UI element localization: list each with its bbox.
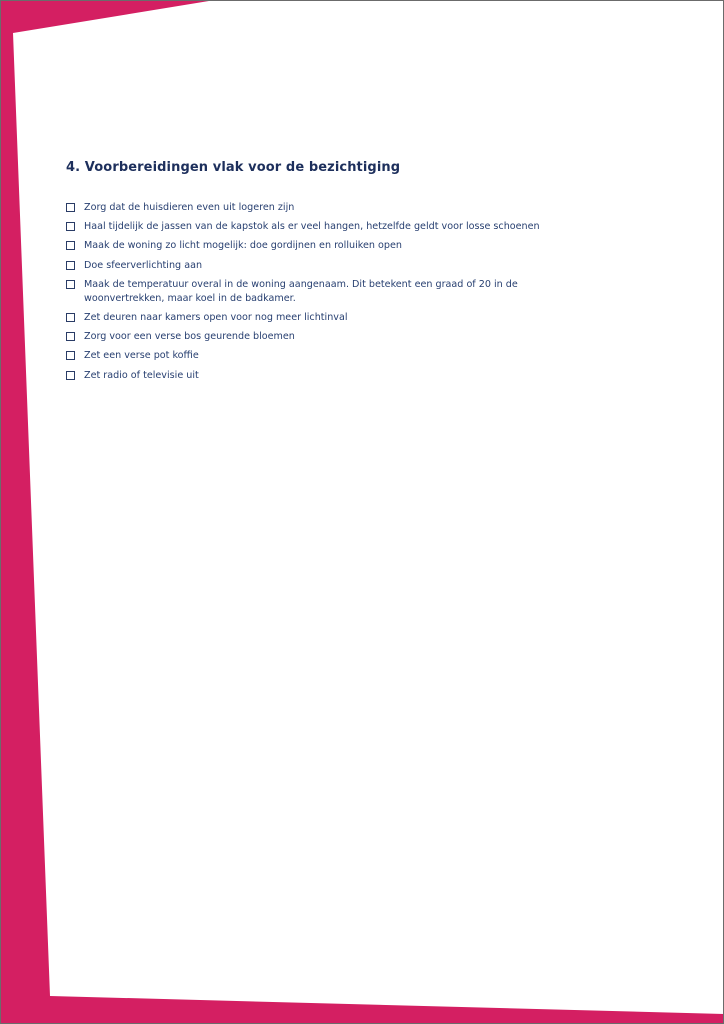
checklist-section [66,160,586,388]
checklist-item [66,369,586,383]
checklist-item-text: Zet een verse pot koffie [84,350,199,362]
checkbox-icon[interactable] [66,241,75,250]
checklist-item-text: Zorg dat de huisdieren even uit logeren zijn [84,202,295,213]
checkbox-icon[interactable] [66,261,75,270]
checklist-item-text: Maak de woning zo licht mogelijk: doe gordijnen en rolluiken open [84,240,402,252]
checklist [66,201,586,383]
checkbox-icon[interactable] [66,332,75,341]
checklist-item-text: Zet deuren naar kamers open voor nog meer lichtinval [84,311,348,323]
checkbox-icon[interactable] [66,371,75,380]
checklist-item [66,201,586,215]
checklist-item [66,278,586,306]
checkbox-icon[interactable] [66,280,75,289]
checklist-item-text: Zet radio of televisie uit [84,369,199,381]
checklist-item [66,259,586,273]
checklist-item-text: Maak de temperatuur overal in de woning aangenaam. Dit betekent een graad of 20 in de woonvertrekken, maar koel in de badkamer. [84,278,518,304]
checkbox-icon[interactable] [66,203,75,212]
checklist-item [66,220,586,234]
checklist-item [66,311,586,325]
checkbox-icon[interactable] [66,351,75,360]
checklist-item [66,349,586,363]
checklist-item [66,239,586,253]
checkbox-icon[interactable] [66,222,75,231]
checklist-item-text: Zorg voor een verse bos geurende bloemen [84,331,295,343]
section-heading: 4. Voorbereidingen vlak voor de bezichtiging [66,160,401,175]
checkbox-icon[interactable] [66,313,75,322]
checklist-item-text: Haal tijdelijk de jassen van de kapstok als er veel hangen, hetzelfde geldt voor losse schoenen [84,221,540,233]
checklist-item-text: Doe sfeerverlichting aan [84,259,203,271]
checklist-item [66,330,586,344]
